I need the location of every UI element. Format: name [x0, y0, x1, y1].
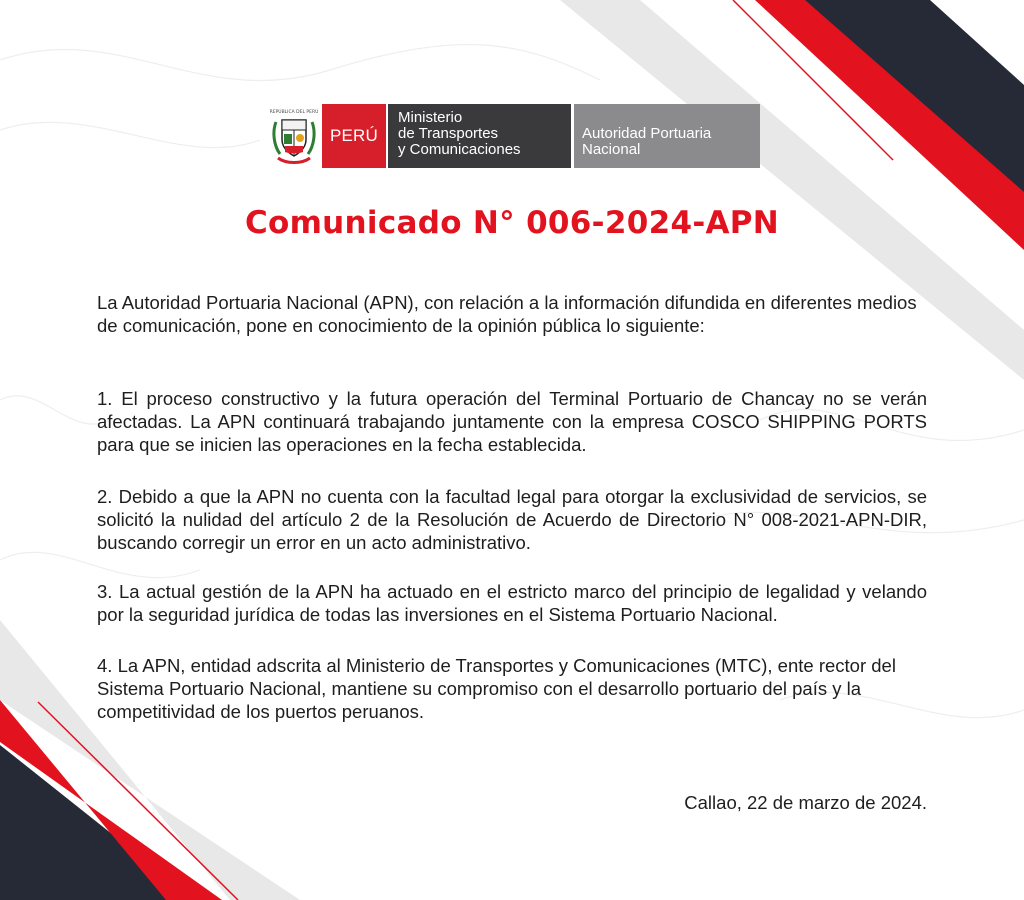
- ministry-line-1: Ministerio: [398, 109, 463, 126]
- communique-title: Comunicado N° 006-2024-APN: [244, 205, 780, 241]
- agency-line-1: Autoridad Portuaria: [582, 125, 712, 142]
- institution-header: [268, 104, 760, 168]
- intro-paragraph: La Autoridad Portuaria Nacional (APN), con relación a la información difundida en diferentes medios de comunicación, pone en conocimiento de la opinión pública lo siguiente:: [97, 292, 917, 336]
- peru-label: PERÚ: [329, 126, 379, 145]
- point-4-paragraph: 4. La APN, entidad adscrita al Ministerio de Transportes y Comunicaciones (MTC), ente rector del Sistema Portuario Nacional, mantiene su compromiso con el desarrollo portuario del país y la competitividad de los puertos peruanos.: [97, 655, 896, 722]
- ministry-line-3: y Comunicaciones: [398, 141, 521, 158]
- ministry-line-2: de Transportes: [398, 125, 499, 142]
- place-date-signature: Callao, 22 de marzo de 2024.: [684, 792, 927, 813]
- crest-caption: REPÚBLICA DEL PERÚ: [269, 110, 319, 115]
- agency-line-2: Nacional: [582, 141, 641, 158]
- point-2-paragraph: 2. Debido a que la APN no cuenta con la facultad legal para otorgar la exclusividad de servicios, se solicitó la nulidad del artículo 2 de la Resolución de Acuerdo de Directorio N° 008-2021-APN-DIR, buscando corregir un error en un acto administrativo.: [97, 486, 927, 553]
- agency-logo: [574, 104, 760, 168]
- coat-of-arms-icon: [268, 104, 320, 168]
- peru-logo: [322, 104, 388, 168]
- point-3-paragraph: 3. La actual gestión de la APN ha actuado en el estricto marco del principio de legalidad y velando por la seguridad jurídica de todas las inversiones en el Sistema Portuario Nacional.: [97, 581, 927, 625]
- ministry-logo: [388, 104, 574, 168]
- point-1-paragraph: 1. El proceso constructivo y la futura operación del Terminal Portuario de Chancay no se verán afectadas. La APN continuará trabajando juntamente con la empresa COSCO SHIPPING PORTS para que se inicien las operaciones en la fecha establecida.: [97, 388, 927, 455]
